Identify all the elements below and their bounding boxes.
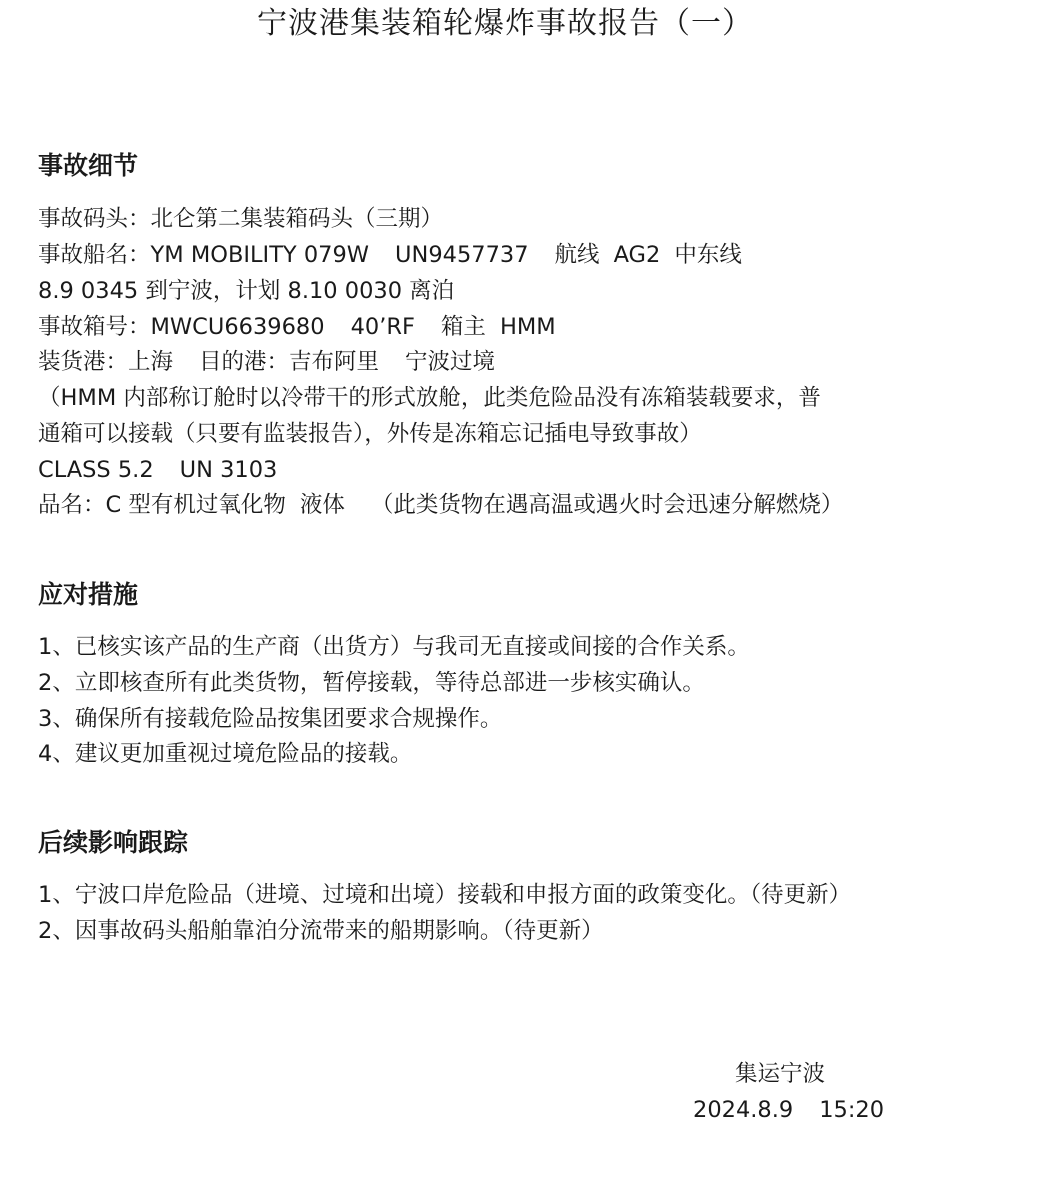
vessel-line: [38, 240, 742, 270]
document-title: 宁波港集装箱轮爆炸事故报告（一）: [257, 6, 753, 41]
transit-note: 宁波过境: [405, 349, 496, 375]
owner-label: 箱主: [440, 314, 486, 340]
product-name: 品名：C 型有机过氧化物: [38, 492, 286, 518]
note-line-1: （HMM 内部称订舱时以冷带干的形式放舱，此类危险品没有冻箱装载要求，普: [38, 385, 821, 411]
owner-name: HMM: [499, 314, 556, 340]
followup-item-1: 1、宁波口岸危险品（进境、过境和出境）接载和申报方面的政策变化。（待更新）: [38, 882, 852, 908]
route-name: 中东线: [674, 242, 742, 268]
un-number: UN 3103: [179, 457, 278, 483]
container-number: MWCU6639680: [150, 314, 325, 340]
route-code: AG2: [613, 242, 661, 268]
hazard-class: CLASS 5.2: [38, 457, 154, 483]
section-heading-followup: 后续影响跟踪: [38, 828, 189, 857]
signature-time: 15:20: [819, 1097, 885, 1123]
ports-line: [38, 347, 495, 377]
measure-item-3: 3、确保所有接载危险品按集团要求合规操作。: [38, 706, 503, 732]
schedule-line: 8.9 0345 到宁波，计划 8.10 0030 离泊: [38, 278, 455, 304]
container-label: 事故箱号：: [38, 314, 151, 340]
vessel-un: UN9457737: [395, 242, 529, 268]
signature-date: 2024.8.9: [693, 1097, 794, 1123]
destination-port: 目的港：吉布阿里: [199, 349, 380, 375]
measure-item-1: 1、已核实该产品的生产商（出货方）与我司无直接或间接的合作关系。: [38, 634, 750, 660]
section-heading-details: 事故细节: [38, 151, 139, 180]
route-label: 航线: [554, 242, 600, 268]
signature-org: 集运宁波: [735, 1061, 826, 1087]
terminal-line: 事故码头：北仑第二集装箱码头（三期）: [38, 206, 444, 232]
product-note: （此类货物在遇高温或遇火时会迅速分解燃烧）: [370, 492, 844, 518]
signature-datetime: [693, 1095, 884, 1125]
container-type: 40’RF: [350, 314, 415, 340]
load-port: 装货港：上海: [38, 349, 174, 375]
followup-item-2: 2、因事故码头船舶靠泊分流带来的船期影响。（待更新）: [38, 918, 604, 944]
vessel-name: YM MOBILITY 079W: [150, 242, 370, 268]
measure-item-4: 4、建议更加重视过境危险品的接载。: [38, 741, 413, 767]
measure-item-2: 2、立即核查所有此类货物，暂停接载，等待总部进一步核实确认。: [38, 670, 705, 696]
vessel-label: 事故船名：: [38, 242, 151, 268]
product-state: 液体: [299, 492, 345, 518]
section-heading-measures: 应对措施: [38, 580, 139, 609]
product-line: [38, 490, 843, 520]
class-line: [38, 455, 277, 485]
container-line: [38, 312, 556, 342]
note-line-2: 通箱可以接载（只要有监装报告），外传是冻箱忘记插电导致事故）: [38, 421, 702, 447]
